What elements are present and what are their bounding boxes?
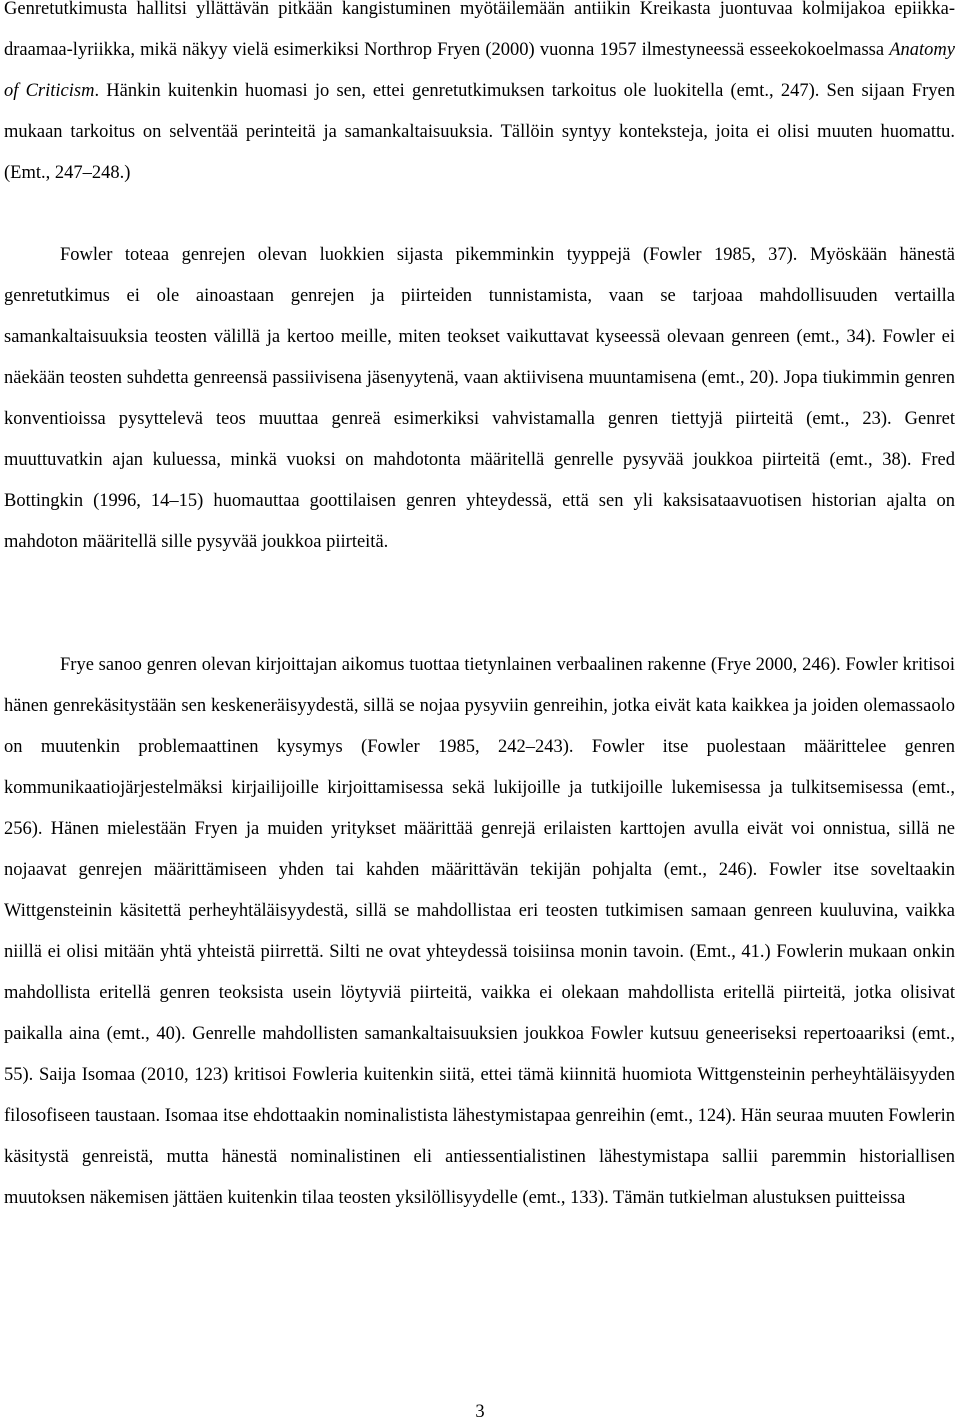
- page-number: 3: [475, 1402, 485, 1422]
- paragraph-1-text-b: . Hänkin kuitenkin huomasi jo sen, ettei genretutkimuksen tarkoitus ole luokitella (emt., 247). Sen sijaan Fryen mukaan tarkoitus on selventää perinteitä ja samankaltaisuuksia. Tällöin syntyy konteksteja, joita ei olisi muuten huomattu. (Emt., 247–248.): [4, 81, 955, 183]
- book-title-italic: Anatomy of Criticism: [4, 40, 955, 101]
- paragraph-2: Fowler toteaa genrejen olevan luokkien sijasta pikemminkin tyyppejä (Fowler 1985, 37). Myöskään hänestä genretutkimus ei ole ainoastaan genrejen ja piirteiden tunnistamista, vaan se tarjoaa mahdollisuuden vertailla samankaltaisuuksia teosten välillä ja kertoo meille, miten teokset vaikuttavat kyseessä olevaan genreen (emt., 34). Fowler ei näekään teosten suhdetta genreensä passiivisena jäsenyytenä, vaan aktiivisena muuntamisena (emt., 20). Jopa tiukimmin genren konventioissa pysyttelevä teos muuttaa genreä esimerkiksi vahvistamalla genren tiettyjä piirteitä (emt., 23). Genret muuttuvatkin ajan kuluessa, minkä vuoksi on mahdotonta määritellä genrelle pysyvää joukkoa piirteitä (emt., 38). Fred Bottingkin (1996, 14–15) huomauttaa goottilaisen genren yhteydessä, että sen yli kaksisataavuotisen historian ajalta on mahdoton määritellä sille pysyvää joukkoa piirteitä.: [4, 245, 955, 552]
- paragraph-3: Frye sanoo genren olevan kirjoittajan aikomus tuottaa tietynlainen verbaalinen rakenne (Frye 2000, 246). Fowler kritisoi hänen genrekäsitystään sen keskeneräisyydestä, sillä se nojaa pysyviin genreihin, jotka eivät kata kaikkea ja joiden olemassaolo on muutenkin problemaattinen kysymys (Fowler 1985, 242–243). Fowler itse puolestaan määrittelee genren kommunikaatiojärjestelmäksi kirjailijoille kirjoittamisessa sekä lukijoille ja tutkijoille lukemisessa ja tulkitsemisessa (emt., 256). Hänen mielestään Fryen ja muiden yritykset määrittää genrejä erilaisten karttojen avulla eivät voi onnistua, sillä ne nojaavat genrejen määrittämiseen yhden tai kahden määrittävän tekijän pohjalta (emt., 246). Fowler itse soveltaakin Wittgensteinin käsitettä perheyhtäläisyydestä, sillä se mahdollistaa eri teosten tutkimisen samaan genreen kuuluvina, vaikka niillä ei olisi mitään yhtä yhteistä piirrettä. Silti ne ovat yhteydessä toisiinsa monin tavoin. (Emt., 41.) Fowlerin mukaan onkin mahdollista eritellä genren teoksista usein löytyviä piirteitä, vaikka ei olekaan mahdollista eritellä piirteitä, jotka olisivat paikalla aina (emt., 40). Genrelle mahdollisten samankaltaisuuksien joukkoa Fowler kutsuu geneeriseksi repertoaariksi (emt., 55). Saija Isomaa (2010, 123) kritisoi Fowleria kuitenkin siitä, ettei tämä kiinnitä huomiota Wittgensteinin perheyhtäläisyyden filosofiseen taustaan. Isomaa itse ehdottaakin nominalistista lähestymistapaa genreihin (emt., 124). Hän seuraa muuten Fowlerin käsitystä genreistä, mutta hänestä nominalistinen eli antiessentialistinen lähestymistapa sallii paremmin historiallisen muutoksen näkemisen jättäen kuitenkin tilaa teosten yksilöllisyydelle (emt., 133). Tämän tutkielman alustuksen puitteissa: [4, 655, 955, 1208]
- paragraph-1: [4, 0, 955, 194]
- paragraph-1-text-a: Genretutkimusta hallitsi yllättävän pitkään kangistuminen myötäilemään antiikin Kreikasta juontuvaa kolmijakoa epiikka-draamaa-lyriikka, mikä näkyy vielä esimerkiksi Northrop Fryen (2000) vuonna 1957 ilmestyneessä esseekokoelmassa: [4, 0, 955, 60]
